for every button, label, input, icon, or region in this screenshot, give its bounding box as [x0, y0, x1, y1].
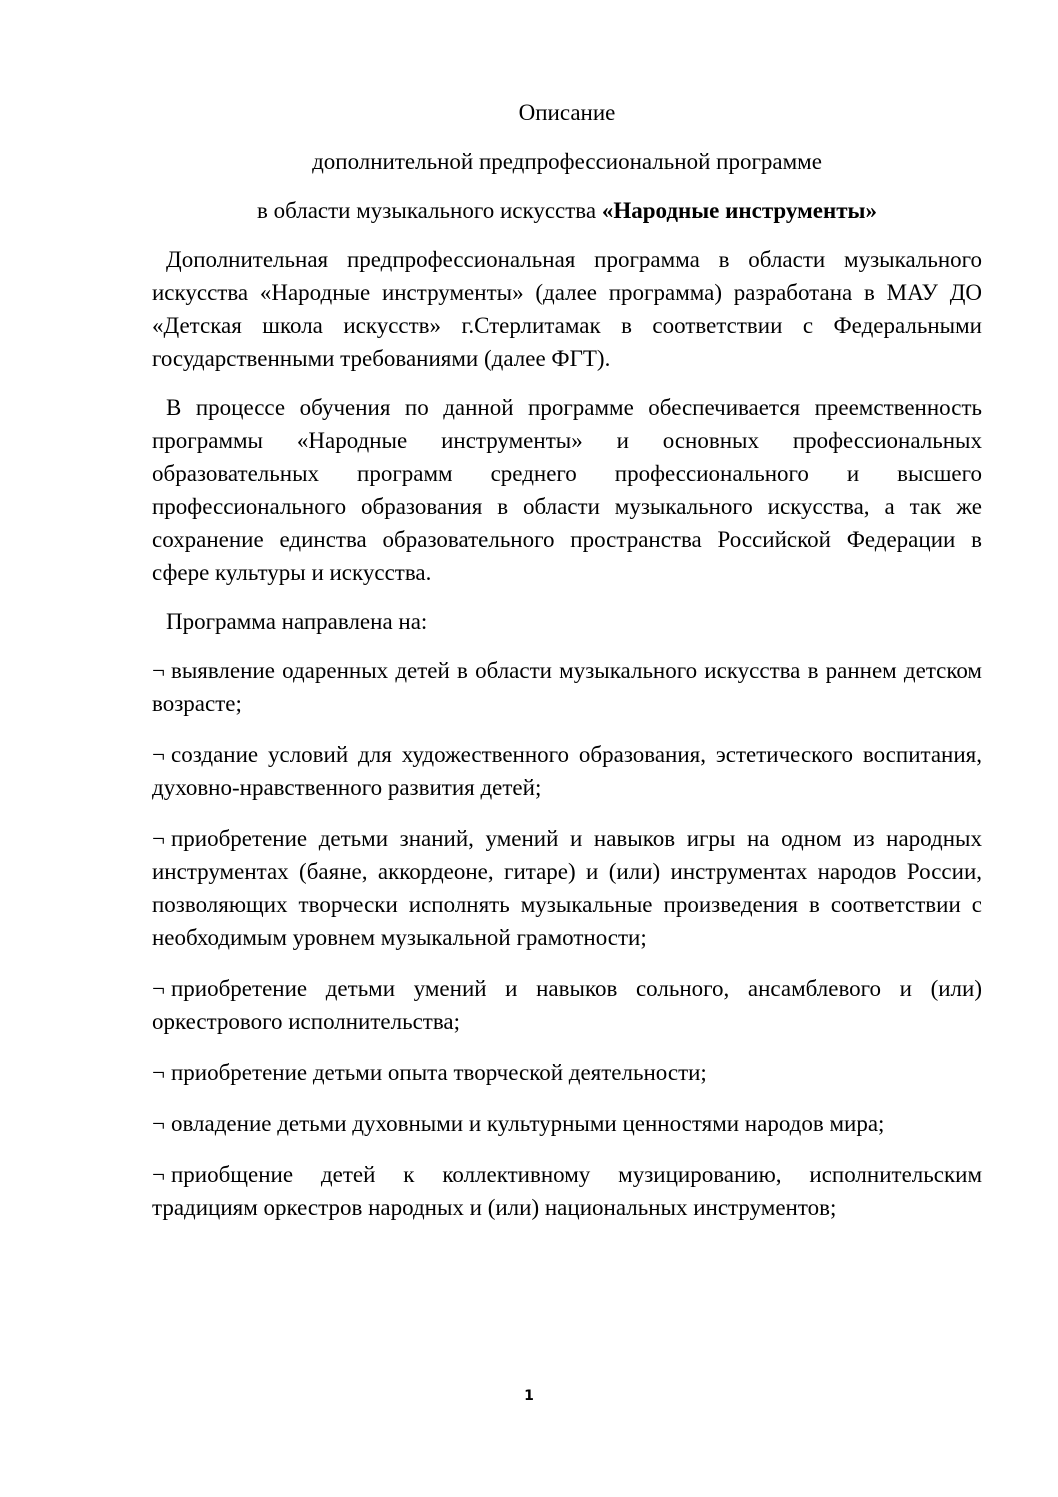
- list-item-text: приобретение детьми опыта творческой деятельности;: [170, 1060, 707, 1085]
- bullet-mark: ¬: [152, 658, 165, 683]
- bullet-mark: ¬: [152, 1060, 165, 1085]
- list-item-text: создание условий для художественного образования, эстетического воспитания, духовно-нравственного развития детей;: [152, 742, 982, 800]
- list-item-text: приобретение детьми знаний, умений и навыков игры на одном из народных инструментах (баяне, аккордеоне, гитаре) и (или) инструментах народов России, позволяющих творчески исполнять музыкальные произведения в соответствии с необходимым уровнем музыкальной грамотности;: [152, 826, 982, 950]
- list-item: [152, 1107, 982, 1140]
- list-intro: Программа направлена на:: [166, 609, 428, 634]
- goals-list: [152, 654, 982, 1224]
- subtitle-area-prefix: в области музыкального искусства: [257, 198, 602, 223]
- list-item: [152, 972, 982, 1038]
- list-item: [152, 738, 982, 804]
- program-name-bold: «Народные инструменты»: [601, 198, 877, 223]
- document-subtitle: дополнительной предпрофессиональной программе: [312, 149, 822, 174]
- list-item-text: приобщение детей к коллективному музицированию, исполнительским традициям оркестров народных и (или) национальных инструментов;: [152, 1162, 982, 1220]
- list-item-text: приобретение детьми умений и навыков сольного, ансамблевого и (или) оркестрового исполнительства;: [152, 976, 982, 1034]
- list-item: [152, 822, 982, 954]
- bullet-mark: ¬: [152, 742, 165, 767]
- list-item-text: овладение детьми духовными и культурными ценностями народов мира;: [170, 1111, 885, 1136]
- paragraph-intro: Дополнительная предпрофессиональная программа в области музыкального искусства «Народные инструменты» (далее программа) разработана в МАУ ДО «Детская школа искусств» г.Стерлитамак в соответствии с Федеральными государственными требованиями (далее ФГТ).: [152, 247, 982, 371]
- paragraph-continuity: В процессе обучения по данной программе обеспечивается преемственность программы «Народные инструменты» и основных профессиональных образовательных программ среднего профессионального и высшего профессионального образования в области музыкального искусства, а так же сохранение единства образовательного пространства Российской Федерации в сфере культуры и искусства.: [152, 395, 982, 585]
- list-item: [152, 1158, 982, 1224]
- page-number: 1: [524, 1388, 534, 1404]
- bullet-mark: ¬: [152, 976, 165, 1001]
- list-item: [152, 1056, 982, 1089]
- bullet-mark: ¬: [152, 1111, 165, 1136]
- bullet-mark: ¬: [152, 1162, 165, 1187]
- list-item-text: выявление одаренных детей в области музыкального искусства в раннем детском возрасте;: [152, 658, 982, 716]
- document-title: Описание: [518, 100, 616, 125]
- document-subtitle-area: [152, 194, 982, 227]
- document-body: [152, 96, 982, 1242]
- bullet-mark: ¬: [152, 826, 165, 851]
- list-item: [152, 654, 982, 720]
